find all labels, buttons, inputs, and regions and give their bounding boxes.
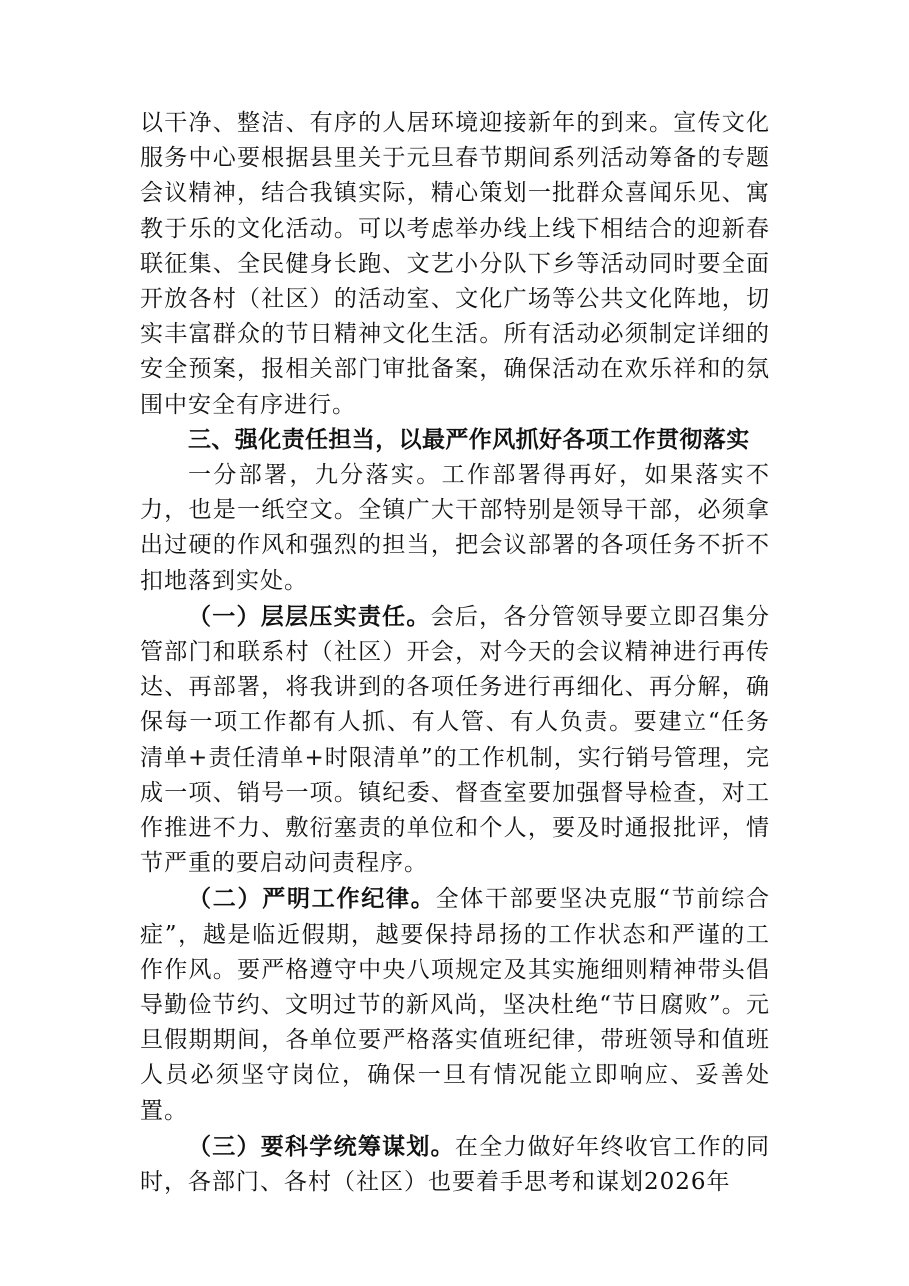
body-paragraph	[140, 458, 770, 599]
body-paragraph	[140, 1129, 770, 1200]
paragraph-text: 在全力做好年终收官工作的同时，各部门、各村（社区）也要着手思考和谋划2026年	[140, 1133, 771, 1196]
body-paragraph	[140, 881, 770, 1128]
body-paragraph	[140, 106, 770, 423]
document-body	[140, 106, 770, 1200]
paragraph-text: 会后，各分管领导要立即召集分管部门和联系村（社区）开会，对今天的会议精神进行再传达、再部署，将我讲到的各项任务进行再细化、再分解，确保每一项工作都有人抓、有人管、有人负责。要建立“任务清单+责任清单+时限清单”的工作机制，实行销号管理，完成一项、销号一项。镇纪委、督查室要加强督导检查，对工作推进不力、敷衍塞责的单位和个人，要及时通报批评，情节严重的要启动问责程序。	[140, 603, 771, 877]
paragraph-lead: （一）层层压实责任。	[188, 602, 431, 630]
paragraph-text: 以干净、整洁、有序的人居环境迎接新年的到来。宣传文化服务中心要根据县里关于元旦春节期间系列活动筹备的专题会议精神，结合我镇实际，精心策划一批群众喜闻乐见、寓教于乐的文化活动。可以考虑举办线上线下相结合的迎新春联征集、全民健身长跑、文艺小分队下乡等活动同时要全面开放各村（社区）的活动室、文化广场等公共文化阵地，切实丰富群众的节日精神文化生活。所有活动必须制定详细的安全预案，报相关部门审批备案，确保活动在欢乐祥和的氛围中安全有序进行。	[140, 110, 770, 418]
heading-text: 三、强化责任担当，以最严作风抓好各项工作贯彻落实	[188, 426, 750, 453]
paragraph-lead: （二）严明工作纪律。	[188, 885, 436, 913]
body-paragraph	[140, 599, 770, 882]
section-heading	[140, 423, 770, 458]
paragraph-lead: （三）要科学统筹谋划。	[188, 1132, 455, 1160]
paragraph-text: 全体干部要坚决克服“节前综合症”，越是临近假期，越要保持昂扬的工作状态和严谨的工作作风。要严格遵守中央八项规定及其实施细则精神带头倡导勤俭节约、文明过节的新风尚，坚决杜绝“节日腐败”。元旦假期期间，各单位要严格落实值班纪律，带班领导和值班人员必须坚守岗位，确保一旦有情况能立即响应、妥善处置。	[140, 886, 770, 1124]
paragraph-text: 一分部署，九分落实。工作部署得再好，如果落实不力，也是一纸空文。全镇广大干部特别是领导干部，必须拿出过硬的作风和强烈的担当，把会议部署的各项任务不折不扣地落到实处。	[140, 462, 770, 594]
